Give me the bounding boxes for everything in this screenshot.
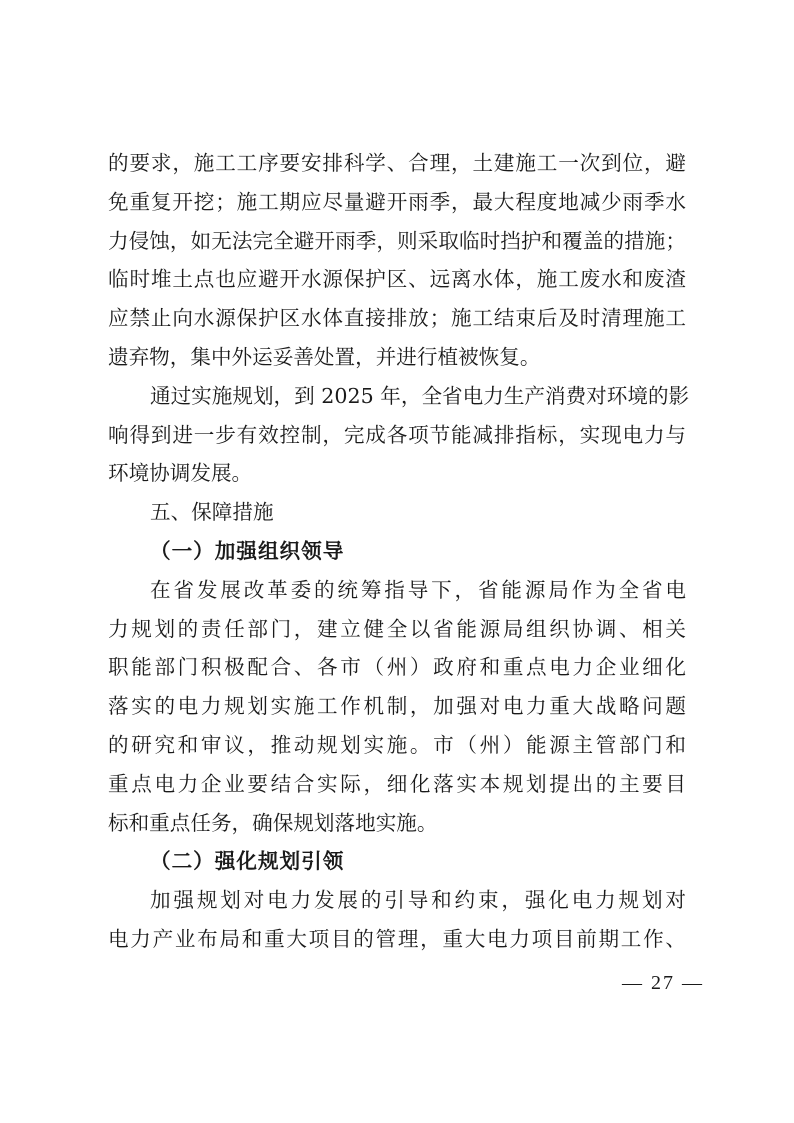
text-line: 的要求，施工工序要安排科学、合理，土建施工一次到位，避 — [108, 151, 686, 175]
text-line: 免重复开挖；施工期应尽量避开雨季，最大程度地减少雨季水 — [108, 189, 686, 214]
subsection-heading-planning-guidance: （二）强化规划引领 — [150, 849, 345, 874]
text-line: 的研究和审议，推动规划实施。市（州）能源主管部门和 — [108, 732, 686, 757]
text-line: 落实的电力规划实施工作机制，加强对电力重大战略问题 — [108, 694, 686, 719]
text-line: 响得到进一步有效控制，完成各项节能减排指标，实现电力与 — [108, 422, 686, 447]
paragraph-construction-requirements — [108, 144, 686, 377]
text-line: 环境协调发展。 — [108, 461, 253, 486]
text-line: 应禁止向水源保护区水体直接排放；施工结束后及时清理施工 — [108, 306, 686, 331]
text-line: 通过实施规划，到 2025 年，全省电力生产消费对环境的影 — [150, 383, 690, 408]
text-line: 力规划的责任部门，建立健全以省能源局组织协调、相关 — [108, 616, 686, 641]
text-line: 加强规划对电力发展的引导和约束，强化电力规划对 — [150, 888, 686, 913]
subsection-heading-organization: （一）加强组织领导 — [150, 538, 345, 563]
text-line: 临时堆土点也应避开水源保护区、远离水体，施工废水和废渣 — [108, 267, 686, 292]
paragraph-planning-guidance — [108, 881, 686, 959]
paragraph-2025-goal — [108, 377, 690, 493]
text-line: 职能部门积极配合、各市（州）政府和重点电力企业细化 — [108, 655, 686, 680]
text-line: 标和重点任务，确保规划落地实施。 — [108, 810, 438, 835]
text-line: 重点电力企业要结合实际，细化落实本规划提出的主要目 — [108, 771, 686, 796]
text-line: 在省发展改革委的统筹指导下，省能源局作为全省电 — [150, 577, 686, 602]
text-line: 遗弃物，集中外运妥善处置，并进行植被恢复。 — [108, 344, 541, 369]
page-number: — 27 — — [622, 972, 704, 994]
text-line: 电力产业布局和重大项目的管理，重大电力项目前期工作、 — [108, 926, 686, 951]
section-heading: 五、保障措施 — [150, 500, 274, 525]
paragraph-organization-leadership — [108, 571, 686, 843]
document-page — [108, 144, 690, 959]
text-line: 力侵蚀，如无法完全避开雨季，则采取临时挡护和覆盖的措施； — [108, 228, 686, 253]
